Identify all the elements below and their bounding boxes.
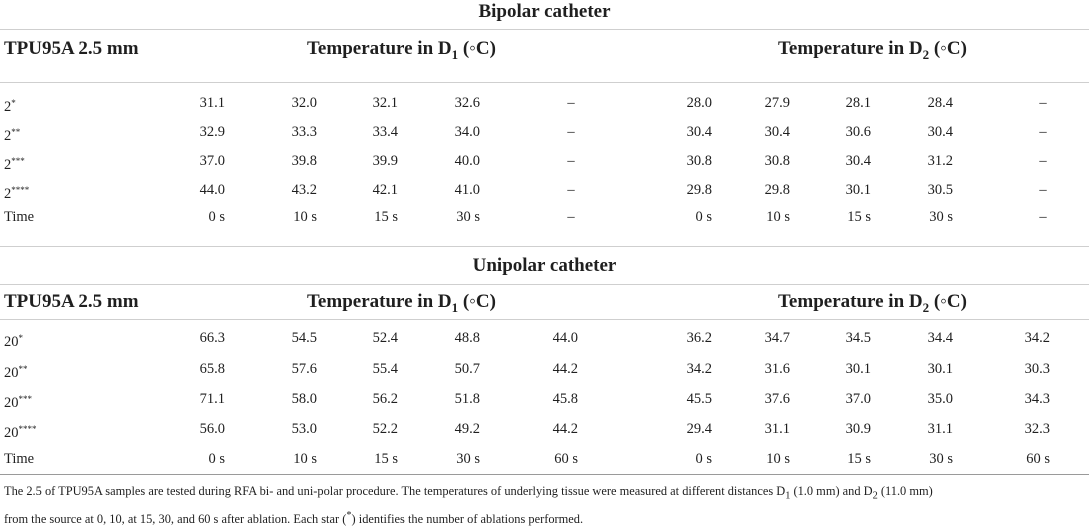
d1-cell: 41.0	[454, 182, 480, 198]
d1-cell: 55.4	[372, 361, 398, 377]
d2-cell: –	[1039, 209, 1047, 225]
d1-cell: 44.0	[199, 182, 225, 198]
table-row	[0, 354, 1089, 384]
d1-cell: 44.0	[552, 330, 578, 346]
d1-cell: 0 s	[208, 451, 225, 467]
d1-cell: 30 s	[456, 451, 480, 467]
table-row	[0, 175, 1089, 205]
d2-cell: –	[1039, 153, 1047, 169]
row-label: Time	[4, 451, 35, 467]
d2-cell: 37.0	[845, 391, 871, 407]
row-label-header: TPU95A 2.5 mm	[4, 291, 139, 312]
column-group-header-d2: Temperature in $D_2$ (◦C)	[778, 291, 967, 315]
d2-cell: 30.3	[1024, 361, 1050, 377]
d1-cell: 48.8	[454, 330, 480, 346]
d2-cell: 30.9	[845, 421, 871, 437]
divider	[0, 246, 1089, 247]
d2-cell: 31.6	[764, 361, 790, 377]
d1-cell: 32.0	[291, 95, 317, 111]
row-label: Time	[4, 209, 35, 225]
d1-cell: 33.3	[291, 124, 317, 140]
d2-cell: 31.1	[927, 421, 953, 437]
table-row	[0, 88, 1089, 118]
d1-cell: –	[567, 209, 575, 225]
table-footnote	[4, 481, 1084, 530]
d2-cell: 60 s	[1026, 451, 1050, 467]
d1-cell: 52.2	[372, 421, 398, 437]
d2-cell: 29.8	[686, 182, 712, 198]
d2-cell: 30.8	[686, 153, 712, 169]
d2-cell: 30.1	[845, 182, 871, 198]
d2-cell: 30.4	[845, 153, 871, 169]
d1-cell: –	[567, 182, 575, 198]
d2-cell: 37.6	[764, 391, 790, 407]
row-label: 20***	[4, 394, 32, 411]
d1-cell: –	[567, 153, 575, 169]
d2-cell: 30.1	[927, 361, 953, 377]
d2-cell: 30.4	[764, 124, 790, 140]
d2-cell: 36.2	[686, 330, 712, 346]
table-row	[0, 146, 1089, 176]
d1-cell: 65.8	[199, 361, 225, 377]
d1-cell: 15 s	[374, 451, 398, 467]
d2-cell: 34.7	[764, 330, 790, 346]
table-row	[0, 202, 1089, 232]
row-label: 2***	[4, 156, 25, 173]
row-label: 20**	[4, 364, 28, 381]
d1-cell: 45.8	[552, 391, 578, 407]
row-label: 2**	[4, 127, 21, 144]
d1-cell: –	[567, 124, 575, 140]
d1-cell: 39.8	[291, 153, 317, 169]
d1-cell: 56.2	[372, 391, 398, 407]
d1-cell: 39.9	[372, 153, 398, 169]
d2-cell: 30 s	[929, 451, 953, 467]
d1-cell: 30 s	[456, 209, 480, 225]
d1-cell: 58.0	[291, 391, 317, 407]
column-group-header-d2: Temperature in $D_2$ (◦C)	[778, 38, 967, 62]
d2-cell: 28.4	[927, 95, 953, 111]
d2-cell: –	[1039, 124, 1047, 140]
d2-cell: 0 s	[695, 209, 712, 225]
d2-cell: 10 s	[766, 451, 790, 467]
table-row	[0, 414, 1089, 444]
divider	[0, 319, 1089, 320]
d1-cell: 43.2	[291, 182, 317, 198]
d2-cell: 0 s	[695, 451, 712, 467]
d2-cell: 32.3	[1024, 421, 1050, 437]
d2-cell: –	[1039, 95, 1047, 111]
d2-cell: 27.9	[764, 95, 790, 111]
d1-cell: 66.3	[199, 330, 225, 346]
d1-cell: 49.2	[454, 421, 480, 437]
d1-cell: 71.1	[199, 391, 225, 407]
d2-cell: 31.1	[764, 421, 790, 437]
d2-cell: 30.4	[927, 124, 953, 140]
d1-cell: 0 s	[208, 209, 225, 225]
d2-cell: 28.1	[845, 95, 871, 111]
d2-cell: 29.4	[686, 421, 712, 437]
divider	[0, 284, 1089, 285]
d1-cell: 54.5	[291, 330, 317, 346]
d2-cell: 45.5	[686, 391, 712, 407]
d2-cell: 30.5	[927, 182, 953, 198]
table-row	[0, 384, 1089, 414]
d1-cell: 60 s	[554, 451, 578, 467]
divider	[0, 29, 1089, 30]
footnote-line: from the source at 0, 10, at 15, 30, and 60 s after ablation. Each star (*) identifies the number of ablations performed.	[4, 510, 584, 527]
d1-cell: 44.2	[552, 421, 578, 437]
d1-cell: 52.4	[372, 330, 398, 346]
table-row	[0, 323, 1089, 353]
d1-cell: 42.1	[372, 182, 398, 198]
table-row	[0, 444, 1089, 474]
d2-cell: 34.5	[845, 330, 871, 346]
d1-cell: 10 s	[293, 209, 317, 225]
d1-cell: –	[567, 95, 575, 111]
footnote-line: The 2.5 of TPU95A samples are tested during RFA bi- and uni-polar procedure. The temperatures of underlying tissue were measured at different distances $D_1$ (1.0 mm) and $D_2$ (11.0 mm)	[4, 484, 933, 502]
d2-cell: 34.2	[686, 361, 712, 377]
d1-cell: 57.6	[291, 361, 317, 377]
column-group-header-d1: Temperature in $D_1$ (◦C)	[307, 38, 496, 62]
d2-cell: 15 s	[847, 451, 871, 467]
row-label: 20*	[4, 333, 23, 350]
d2-cell: 28.0	[686, 95, 712, 111]
d1-cell: 34.0	[454, 124, 480, 140]
d2-cell: 31.2	[927, 153, 953, 169]
row-label: 2****	[4, 185, 30, 202]
divider	[0, 82, 1089, 83]
d2-cell: 35.0	[927, 391, 953, 407]
d1-cell: 32.6	[454, 95, 480, 111]
d1-cell: 44.2	[552, 361, 578, 377]
d2-cell: 30.6	[845, 124, 871, 140]
d1-cell: 31.1	[199, 95, 225, 111]
d1-cell: 51.8	[454, 391, 480, 407]
d2-cell: –	[1039, 182, 1047, 198]
d2-cell: 34.2	[1024, 330, 1050, 346]
d1-cell: 37.0	[199, 153, 225, 169]
d2-cell: 30.8	[764, 153, 790, 169]
d2-cell: 10 s	[766, 209, 790, 225]
divider	[0, 474, 1089, 475]
row-label: 20****	[4, 424, 37, 441]
row-label: 2*	[4, 98, 16, 115]
d2-cell: 30.1	[845, 361, 871, 377]
d1-cell: 32.1	[372, 95, 398, 111]
d2-cell: 29.8	[764, 182, 790, 198]
section-title-unipolar: Unipolar catheter	[472, 255, 617, 276]
d2-cell: 34.4	[927, 330, 953, 346]
d2-cell: 34.3	[1024, 391, 1050, 407]
d1-cell: 53.0	[291, 421, 317, 437]
section-title-bipolar: Bipolar catheter	[478, 1, 611, 22]
d2-cell: 15 s	[847, 209, 871, 225]
d2-cell: 30.4	[686, 124, 712, 140]
d1-cell: 33.4	[372, 124, 398, 140]
d1-cell: 50.7	[454, 361, 480, 377]
d1-cell: 15 s	[374, 209, 398, 225]
d1-cell: 32.9	[199, 124, 225, 140]
row-label-header: TPU95A 2.5 mm	[4, 38, 139, 59]
d1-cell: 56.0	[199, 421, 225, 437]
column-group-header-d1: Temperature in $D_1$ (◦C)	[307, 291, 496, 315]
d1-cell: 10 s	[293, 451, 317, 467]
d1-cell: 40.0	[454, 153, 480, 169]
d2-cell: 30 s	[929, 209, 953, 225]
table-row	[0, 117, 1089, 147]
